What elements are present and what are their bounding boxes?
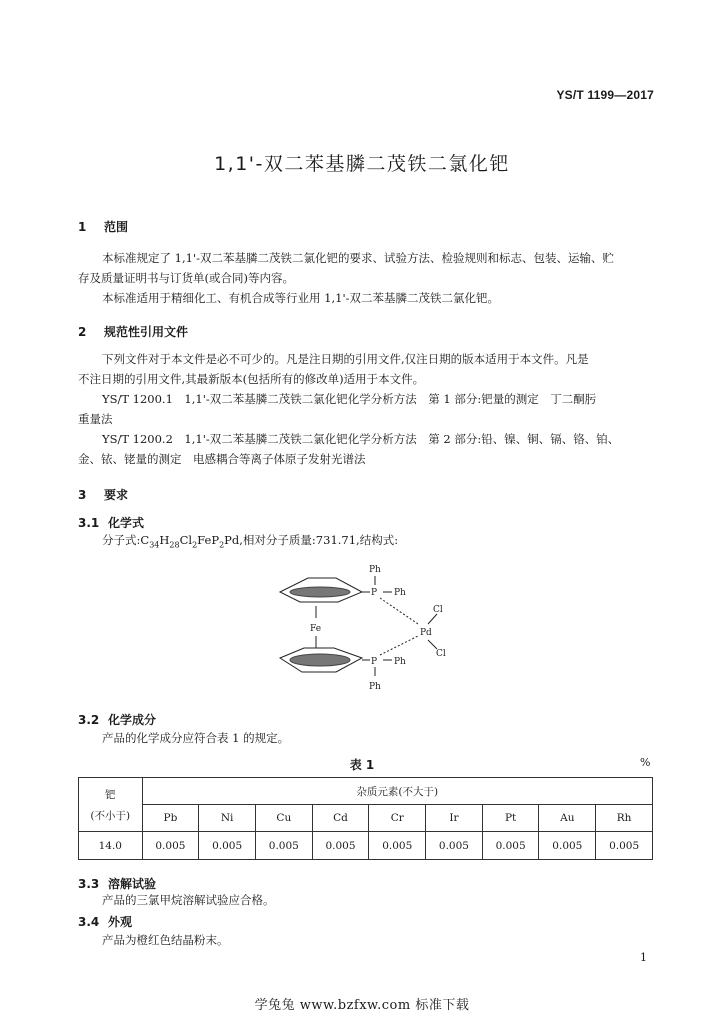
atom-label: Ph: [394, 588, 406, 598]
element-header: Cd: [312, 805, 369, 832]
bond-line: [380, 636, 418, 655]
table-cell: 0.005: [426, 832, 483, 860]
section-1-body: [78, 248, 652, 308]
atom-label: Ph: [394, 657, 406, 667]
reference-line: 重量法: [78, 412, 113, 426]
section-title: 化学成分: [108, 713, 157, 727]
section-number: 2: [78, 325, 87, 339]
element-header: Ni: [199, 805, 256, 832]
atom-label: P: [371, 657, 378, 667]
footer-watermark: 学兔兔 www.bzfxw.com 标准下载: [254, 998, 470, 1013]
table-header-row: [79, 778, 653, 805]
document-title: 1,1'-双二苯基膦二茂铁二氯化钯: [214, 153, 510, 175]
table-cell: 0.005: [482, 832, 539, 860]
formula-subscript: 2: [192, 540, 198, 550]
formula-subscript: 28: [169, 540, 180, 550]
table-cell: 0.005: [142, 832, 199, 860]
table-cell: 0.005: [312, 832, 369, 860]
formula-subscript: 34: [149, 540, 160, 550]
formula-prefix: 分子式:: [102, 533, 141, 547]
section-number: 3: [78, 488, 87, 502]
table-row: [79, 832, 653, 860]
paragraph-line: 不注日期的引用文件,其最新版本(包括所有的修改单)适用于本文件。: [78, 372, 425, 386]
section-3-4-heading: [78, 913, 132, 930]
section-title: 化学式: [108, 516, 145, 530]
structural-formula: [270, 556, 470, 698]
element-header: Rh: [596, 805, 653, 832]
table-unit: %: [640, 756, 651, 769]
atom-label: Pd: [420, 628, 432, 638]
standard-number: YS/T 1199—2017: [556, 88, 654, 102]
section-title: 规范性引用文件: [104, 325, 189, 339]
impurity-group-header: 杂质元素(不大于): [142, 778, 652, 805]
reference-line: YS/T 1200.2 1,1'-双二苯基膦二茂铁二氯化钯化学分析方法 第 2 部分:铅、镍、铜、镉、铬、铂、: [102, 432, 620, 446]
section-number: 3.4: [78, 915, 100, 929]
table-cell: 0.005: [369, 832, 426, 860]
section-3-2-body: 产品的化学成分应符合表 1 的规定。: [102, 731, 290, 745]
section-3-3-body: 产品的三氯甲烷溶解试验应合格。: [102, 893, 275, 907]
table-caption: 表 1: [349, 758, 375, 772]
formula-subscript: 2: [219, 540, 225, 550]
paragraph-line: 本标准规定了 1,1'-双二苯基膦二茂铁二氯化钯的要求、试验方法、检验规则和标志、包装、运输、贮: [102, 251, 614, 265]
section-1-heading: [78, 218, 128, 235]
section-3-2-heading: [78, 711, 156, 728]
atom-label: Ph: [369, 682, 381, 692]
element-header: Pt: [482, 805, 539, 832]
element-header: Au: [539, 805, 596, 832]
section-2-body: [78, 349, 652, 469]
bond-line: [428, 614, 437, 624]
table-cell: 0.005: [199, 832, 256, 860]
section-number: 1: [78, 220, 87, 234]
chemical-composition-table: [78, 777, 653, 860]
reference-line: YS/T 1200.1 1,1'-双二苯基膦二茂铁二氯化钯化学分析方法 第 1 部分:钯量的测定 丁二酮肟: [102, 392, 597, 406]
table-cell: 0.005: [596, 832, 653, 860]
page-number: 1: [640, 951, 647, 964]
molecular-formula: $C_{34}H_{28}Cl_2FeP_2Pd$: [140, 533, 240, 550]
molecular-formula-line: [102, 532, 398, 549]
ring-shading-bottom: [290, 654, 350, 666]
section-title: 外观: [108, 915, 133, 929]
element-header: Ir: [426, 805, 483, 832]
reference-line: 金、铱、铑量的测定 电感耦合等离子体原子发射光谱法: [78, 452, 366, 466]
element-header: Cr: [369, 805, 426, 832]
bond-line: [428, 640, 437, 649]
section-3-heading: [78, 486, 128, 503]
column-header-sublabel: (不小于): [90, 809, 131, 822]
section-number: 3.3: [78, 877, 100, 891]
column-header-label: 钯: [105, 788, 116, 801]
table-cell: 0.005: [539, 832, 596, 860]
formula-suffix: ,相对分子质量:731.71,结构式:: [239, 533, 399, 547]
paragraph-line: 本标准适用于精细化工、有机合成等行业用 1,1'-双二苯基膦二茂铁二氯化钯。: [102, 291, 499, 305]
atom-label: Fe: [310, 624, 322, 634]
paragraph-line: 下列文件对于本文件是必不可少的。凡是注日期的引用文件,仅注日期的版本适用于本文件。凡是: [102, 352, 589, 366]
atom-label: Cl: [433, 605, 443, 615]
bond-line: [380, 598, 418, 624]
paragraph-line: 存及质量证明书与订货单(或合同)等内容。: [78, 271, 294, 285]
atom-label: P: [371, 588, 378, 598]
element-header: Pb: [142, 805, 199, 832]
section-3-4-body: 产品为橙红色结晶粉末。: [102, 933, 229, 947]
section-number: 3.1: [78, 516, 100, 530]
element-header: Cu: [255, 805, 312, 832]
section-title: 要求: [104, 488, 129, 502]
section-title: 范围: [104, 220, 129, 234]
section-2-heading: [78, 323, 188, 340]
ring-shading-top: [290, 587, 350, 597]
palladium-column-header: [79, 778, 143, 832]
atom-label: Cl: [436, 649, 446, 659]
atom-label: Ph: [369, 565, 381, 575]
palladium-value: 14.0: [79, 832, 143, 860]
section-3-1-heading: [78, 514, 144, 531]
section-number: 3.2: [78, 713, 100, 727]
element-header-row: [79, 805, 653, 832]
table-cell: 0.005: [255, 832, 312, 860]
section-title: 溶解试验: [108, 877, 157, 891]
